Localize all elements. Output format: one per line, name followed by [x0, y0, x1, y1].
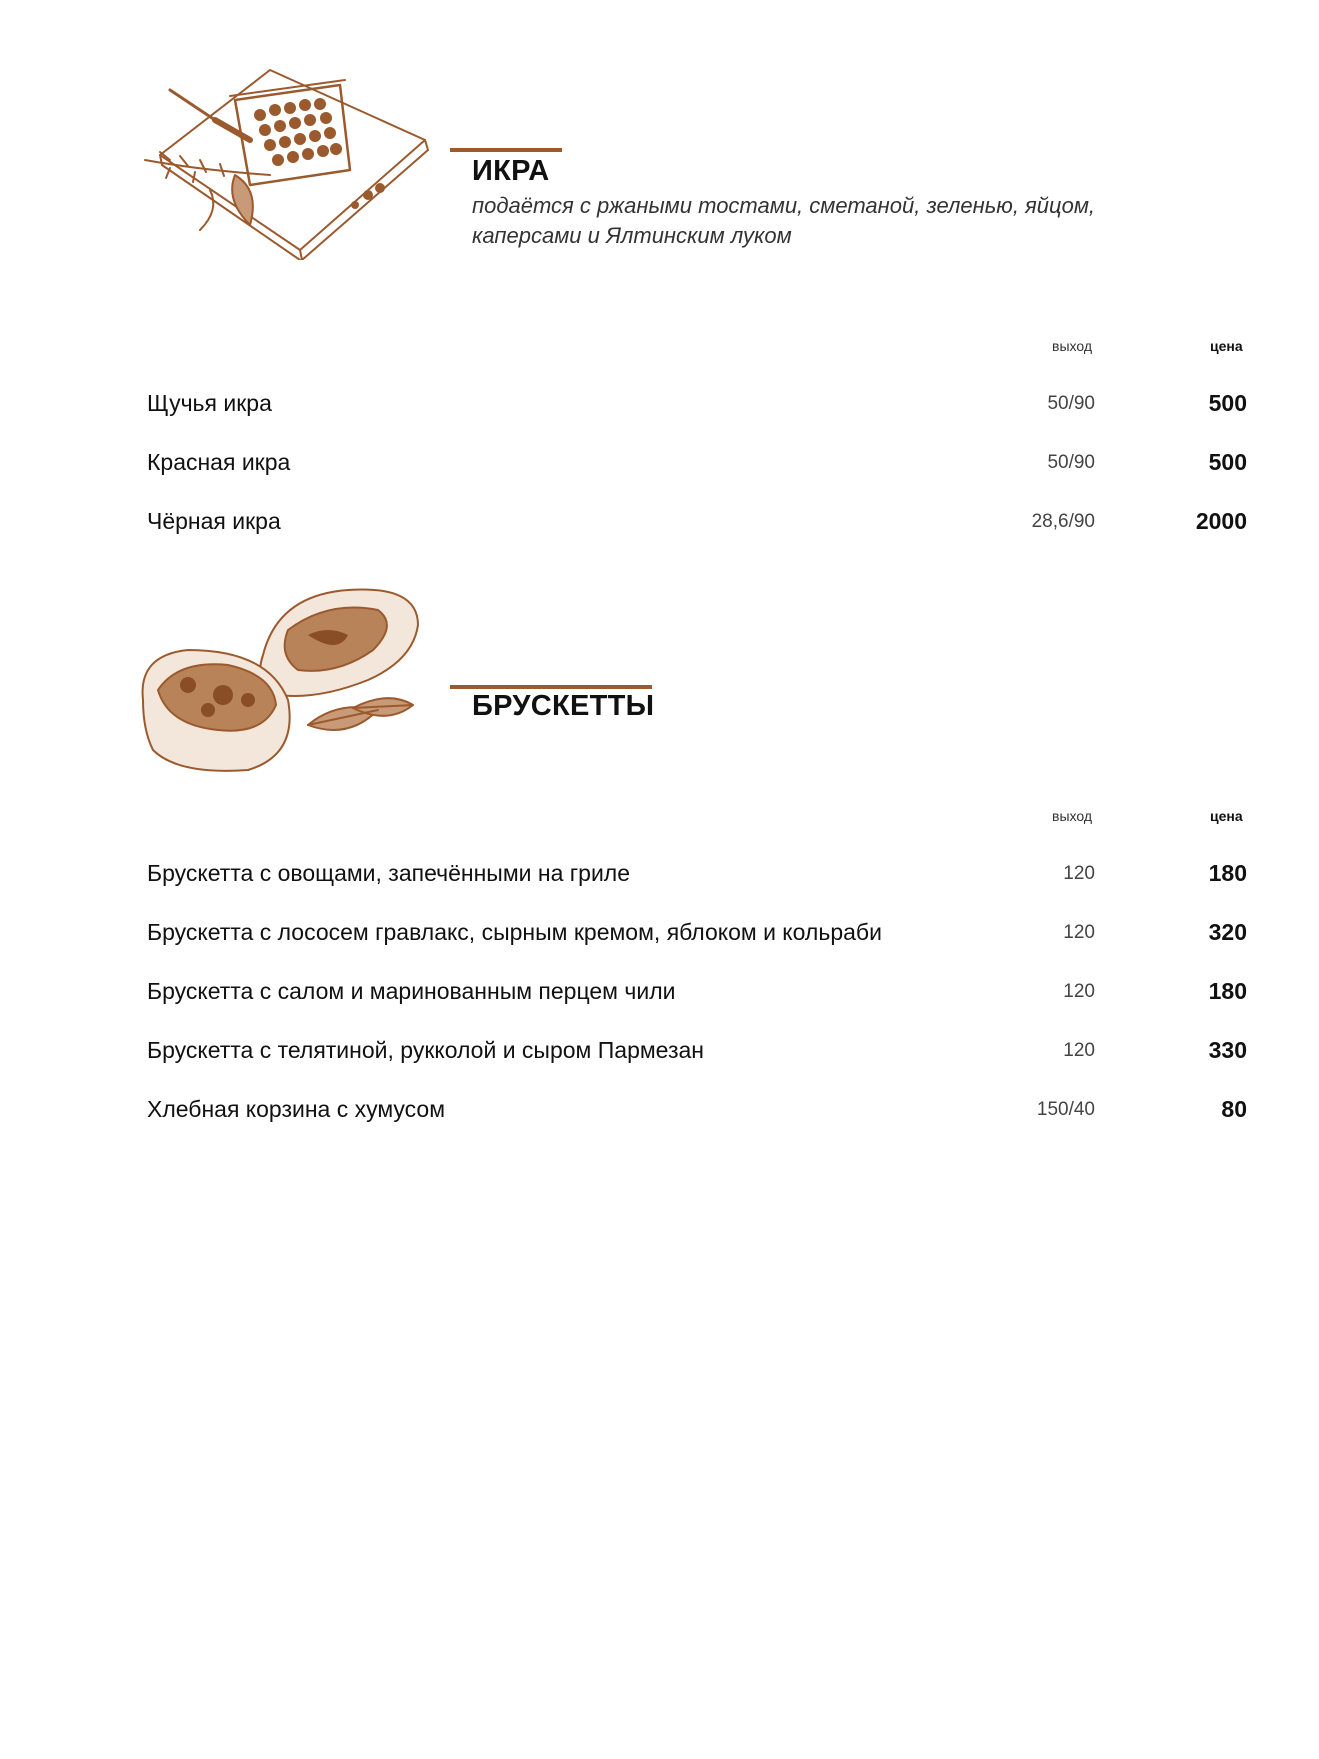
menu-item-row	[147, 919, 1247, 959]
menu-item-name: Чёрная икра	[147, 508, 281, 534]
menu-item-row	[147, 449, 1247, 489]
menu-item-weight: 120	[1063, 863, 1095, 884]
menu-item-price: 320	[1208, 919, 1247, 945]
menu-item-weight: 28,6/90	[1031, 511, 1095, 532]
menu-item-weight: 150/40	[1036, 1099, 1095, 1120]
column-header-weight: выход	[1052, 808, 1092, 824]
menu-item-name: Брускетта с салом и маринованным перцем чили	[147, 978, 676, 1004]
menu-item-price: 80	[1221, 1096, 1247, 1122]
menu-item-row	[147, 508, 1247, 548]
caviar-board-illustration	[140, 60, 430, 260]
menu-item-name: Щучья икра	[147, 390, 272, 416]
menu-item-name: Брускетта с овощами, запечёнными на гриле	[147, 860, 630, 886]
menu-item-row	[147, 1096, 1247, 1136]
column-header-price: цена	[1210, 808, 1243, 824]
menu-item-price: 2000	[1195, 508, 1247, 534]
menu-item-price: 500	[1208, 449, 1247, 475]
menu-item-name: Брускетта с телятиной, рукколой и сыром Пармезан	[147, 1037, 704, 1063]
menu-item-row	[147, 860, 1247, 900]
column-header-weight: выход	[1052, 338, 1092, 354]
category-title: ИКРА	[472, 155, 550, 187]
menu-item-name: Красная икра	[147, 449, 291, 475]
category-description	[472, 191, 1112, 251]
menu-item-price: 330	[1208, 1037, 1247, 1063]
menu-item-row	[147, 390, 1247, 430]
menu-item-price: 180	[1208, 978, 1247, 1004]
menu-item-weight: 50/90	[1047, 452, 1095, 473]
column-header-price: цена	[1210, 338, 1243, 354]
menu-item-name: Брускетта с лососем гравлакс, сырным кремом, яблоком и кольраби	[147, 919, 882, 945]
menu-item-weight: 50/90	[1047, 393, 1095, 414]
category-accent-bar	[450, 148, 562, 152]
category-description-line: каперсами и Ялтинским луком	[472, 223, 792, 248]
menu-item-row	[147, 978, 1247, 1018]
bruschetta-illustration	[138, 580, 428, 780]
menu-item-price: 180	[1208, 860, 1247, 886]
menu-item-weight: 120	[1063, 922, 1095, 943]
menu-item-row	[147, 1037, 1247, 1077]
menu-item-weight: 120	[1063, 1040, 1095, 1061]
category-accent-bar	[450, 685, 652, 689]
category-description-line: подаётся с ржаными тостами, сметаной, зеленью, яйцом,	[472, 193, 1096, 218]
menu-item-weight: 120	[1063, 981, 1095, 1002]
menu-item-price: 500	[1208, 390, 1247, 416]
category-title: БРУСКЕТТЫ	[472, 690, 655, 722]
menu-item-name: Хлебная корзина с хумусом	[147, 1096, 446, 1122]
